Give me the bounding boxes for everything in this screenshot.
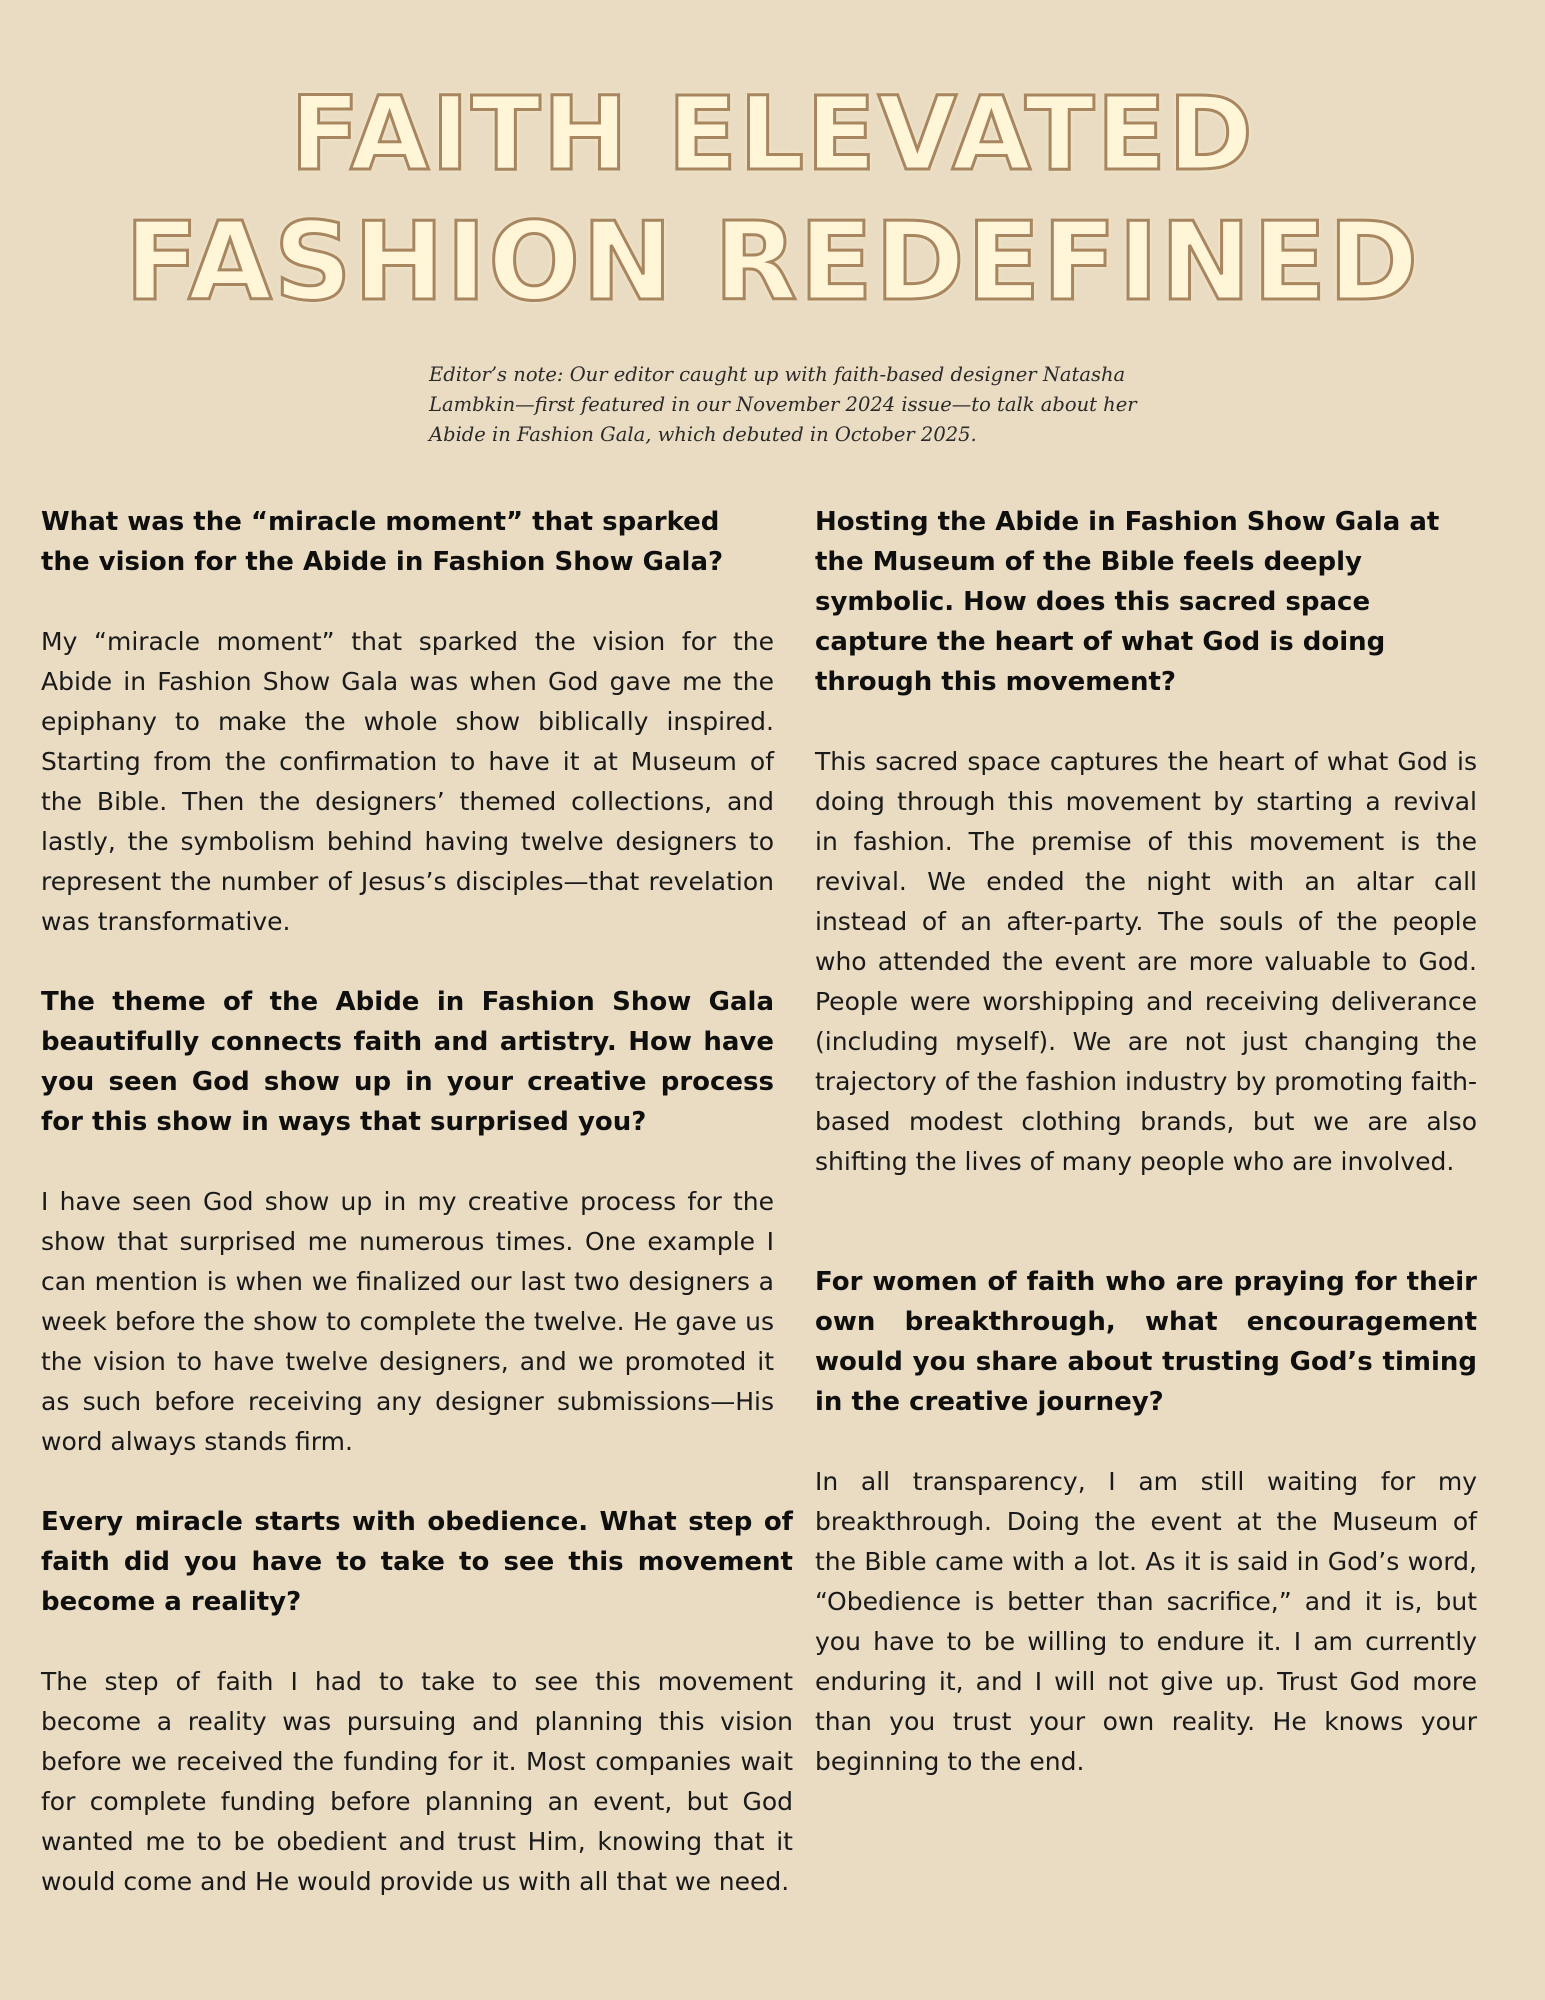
answer-5: In all transparency, I am still waiting for my breakthrough. Doing the event at the Museum of the Bible came with a lot. As it is said in God’s word, “Obedience is better than sacrifice,” and it is, but you have to be willing to endure it. I am currently enduring it, and I will not give up. Trust God more than you trust your own reality. He knows your beginning to the end. [815, 1467, 1477, 1776]
answer-2: I have seen God show up in my creative process for the show that surprised me numerous times. One example I can mention is when we finalized our last two designers a week before the show to complete the twelve. He gave us the vision to have twelve designers, and we promoted it as such before receiving any designer submissions—His word always stands firm. [41, 1187, 774, 1456]
editor-note: Editor’s note: Our editor caught up with faith-based designer Natasha Lambkin—first featured in our November 2024 issue—to talk about her Abide in Fashion Gala, which debuted in October 2025. [429, 363, 1137, 446]
answer-3: The step of faith I had to take to see this movement become a reality was pursuing and planning this vision before we received the funding for it. Most companies wait for complete funding before planning an event, but God wanted me to be obedient and trust Him, knowing that it would come and He would provide us with all that we need. [41, 1667, 793, 1896]
question-5: For women of faith who are praying for their own breakthrough, what encouragement would you share about trusting God’s timing in the creative journey? [815, 1267, 1477, 1417]
question-1: What was the “miracle moment” that sparked the vision for the Abide in Fashion Show Gala? [41, 507, 724, 577]
right-column [815, 502, 1477, 1782]
answer-1: My “miracle moment” that sparked the vision for the Abide in Fashion Show Gala was when God gave me the epiphany to make the whole show biblically inspired. Starting from the confirmation to have it at Museum of the Bible. Then the designers’ themed collections, and lastly, the symbolism behind having twelve designers to represent the number of Jesus’s disciples—that revelation was transformative. [41, 627, 774, 936]
left-column [41, 502, 793, 1902]
answer-4: This sacred space captures the heart of what God is doing through this movement by starting a revival in fashion. The premise of this movement is the revival. We ended the night with an altar call instead of an after-party. The souls of the people who attended the event are more valuable to God. People were worshipping and receiving deliverance (including myself). We are not just changing the trajectory of the fashion industry by promoting faith-based modest clothing brands, but we are also shifting the lives of many people who are involved. [815, 747, 1477, 1176]
title-line-1: FAITH ELEVATED [290, 75, 1255, 194]
title-line-2: FASHION REDEFINED [124, 200, 1421, 325]
question-2: The theme of the Abide in Fashion Show Gala beautifully connects faith and artistry. How have you seen God show up in your creative process for this show in ways that surprised you? [41, 987, 774, 1137]
question-4: Hosting the Abide in Fashion Show Gala at the Museum of the Bible feels deeply symbolic. How does this sacred space capture the heart of what God is doing through this movement? [815, 507, 1440, 697]
question-3: Every miracle starts with obedience. What step of faith did you have to take to see this movement become a reality? [41, 1507, 793, 1617]
